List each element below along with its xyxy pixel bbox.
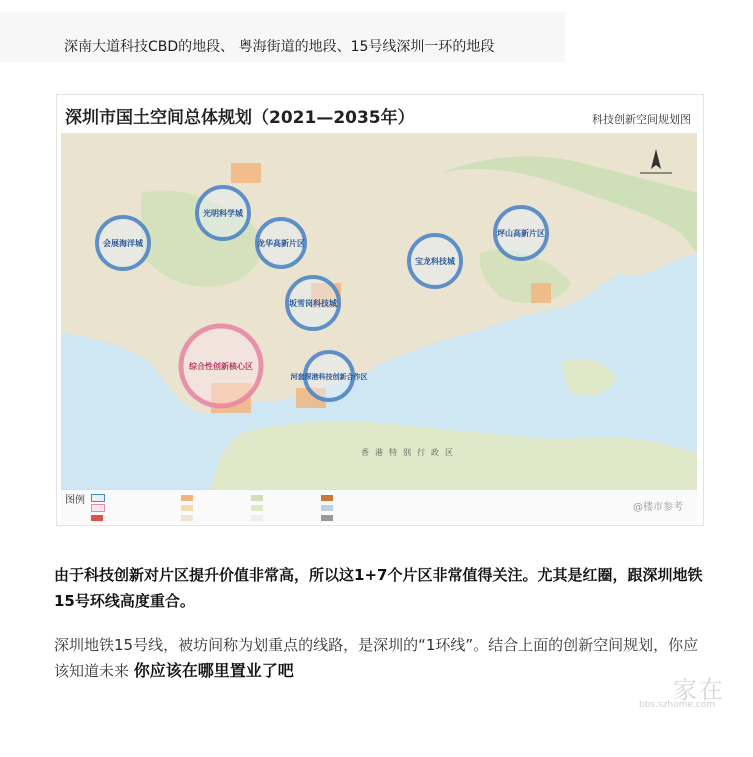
map-subtitle: 科技创新空间规划图 bbox=[592, 113, 691, 126]
brand-watermark: 家在 bbox=[673, 676, 725, 704]
sea-label: 香港特别行政区 bbox=[361, 448, 459, 457]
zone-label: 光明科学城 bbox=[203, 209, 243, 218]
map-title: 深圳市国土空间总体规划（2021—2035年） bbox=[65, 108, 415, 128]
map-image bbox=[56, 94, 704, 526]
zone-label: 河套深港科技创新合作区 bbox=[290, 373, 368, 381]
zone-label: 龙华高新片区 bbox=[257, 239, 305, 248]
top-caption bbox=[0, 12, 565, 62]
caption-text: 深南大道科技CBD的地段、 粤海街道的地段、15号线深圳一环的地段 bbox=[64, 39, 495, 55]
article-text bbox=[54, 562, 704, 684]
zone-label: 会展海洋城 bbox=[103, 239, 143, 248]
paragraph-bold: 由于科技创新对片区提升价值非常高，所以这1+7个片区非常值得关注。尤其是红圈，跟深圳地铁15号环线高度重合。 bbox=[54, 566, 703, 610]
zone-label: 宝龙科技城 bbox=[415, 257, 455, 266]
brand-url: bbs.szhome.com bbox=[639, 700, 715, 710]
map-graphic bbox=[61, 133, 697, 489]
legend-label: 图例 bbox=[65, 495, 85, 506]
watermark: @楼市参考 bbox=[633, 502, 683, 513]
zone-label: 坂雪岗科技城 bbox=[289, 299, 337, 308]
paragraph-normal bbox=[54, 632, 704, 684]
zone-label: 坪山高新片区 bbox=[497, 229, 545, 238]
zone-label: 综合性创新核心区 bbox=[189, 362, 253, 371]
map-legend bbox=[61, 489, 697, 524]
paragraph-emphasis: 你应该在哪里置业了吧 bbox=[133, 661, 294, 680]
paragraph-normal-text: 深圳地铁15号线，被坊间称为划重点的线路，是深圳的“1环线”。结合上面的创新空间规划，你应该知道未来 bbox=[54, 636, 699, 680]
